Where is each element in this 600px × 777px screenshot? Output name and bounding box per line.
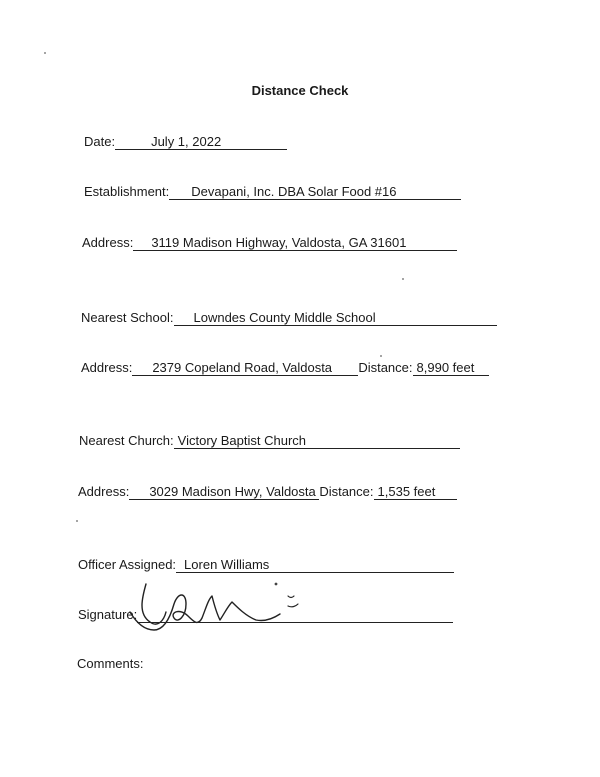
address-label: Address: — [78, 484, 130, 499]
address-label: Address: — [81, 360, 133, 375]
school-address-field — [132, 360, 358, 376]
distance-label: Distance: — [358, 360, 413, 375]
church-distance-field — [374, 484, 457, 500]
date-field — [115, 134, 287, 150]
establishment-address-value: 3119 Madison Highway, Valdosta, GA 31601 — [151, 235, 407, 250]
handwritten-signature — [128, 578, 308, 638]
church-address-field — [129, 484, 319, 500]
officer-label: Officer Assigned: — [78, 557, 177, 572]
school-distance-field — [413, 360, 489, 376]
school-address-value: 2379 Copeland Road, Valdosta — [152, 360, 333, 375]
address-label: Address: — [82, 235, 134, 250]
school-address-row — [81, 360, 489, 376]
nearest-school-label: Nearest School: — [81, 310, 174, 325]
church-address-value: 3029 Madison Hwy, Valdosta — [149, 484, 316, 499]
officer-value: Loren Williams — [184, 557, 270, 572]
nearest-school-value: Lowndes County Middle School — [193, 310, 376, 325]
establishment-label: Establishment: — [84, 184, 170, 199]
scan-speck — [402, 278, 404, 280]
establishment-row — [84, 184, 461, 200]
nearest-church-label: Nearest Church: — [79, 433, 174, 448]
date-label: Date: — [84, 134, 116, 149]
establishment-field — [169, 184, 461, 200]
scan-speck — [76, 520, 78, 522]
nearest-church-field — [174, 433, 460, 449]
nearest-school-field — [174, 310, 497, 326]
comments-row — [77, 656, 143, 672]
nearest-church-value: Victory Baptist Church — [177, 433, 307, 448]
establishment-value: Devapani, Inc. DBA Solar Food #16 — [191, 184, 397, 199]
nearest-church-row — [79, 433, 460, 449]
church-address-row — [78, 484, 457, 500]
officer-row — [78, 557, 454, 573]
date-value: July 1, 2022 — [151, 134, 222, 149]
church-distance-value: 1,535 feet — [377, 484, 436, 499]
document-title: Distance Check — [251, 83, 349, 98]
date-row — [84, 134, 287, 150]
distance-label: Distance: — [319, 484, 374, 499]
comments-label: Comments: — [77, 656, 144, 671]
scan-speck — [380, 355, 382, 357]
scan-speck — [44, 52, 46, 54]
establishment-address-row — [82, 235, 457, 251]
officer-field — [176, 557, 454, 573]
nearest-school-row — [81, 310, 497, 326]
school-distance-value: 8,990 feet — [416, 360, 475, 375]
signature-label: Signature: — [78, 607, 138, 622]
establishment-address-field — [133, 235, 457, 251]
